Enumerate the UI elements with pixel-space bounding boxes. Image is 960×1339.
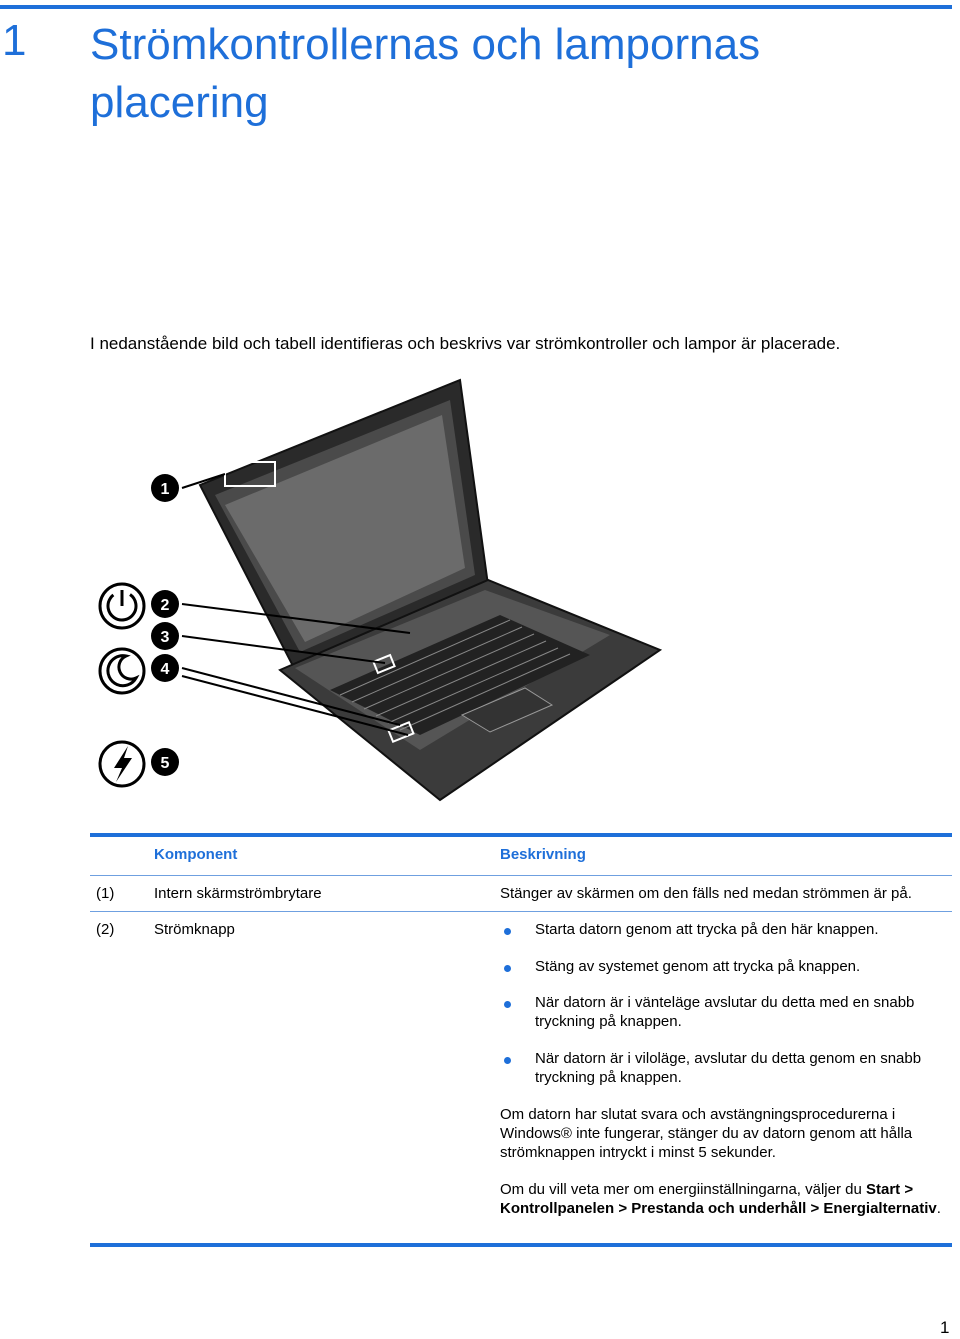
- header-description: Beskrivning: [500, 846, 586, 863]
- header-divider: [90, 875, 952, 876]
- callout-2: [151, 590, 179, 618]
- callout-5: [151, 748, 179, 776]
- row-2-paragraph-1: Om datorn har slutat svara och avstängningsprocedurerna i Windows® inte fungerar, stänger du av datorn genom att hålla strömknappen intryckt i minst 5 sekunder.: [500, 1106, 913, 1161]
- lightning-icon: [100, 742, 144, 786]
- row-2-bullet-4: När datorn är i viloläge, avslutar du detta genom en snabb tryckning på knappen.: [535, 1050, 922, 1086]
- row-2-bullet-3: När datorn är i vänteläge avslutar du detta med en snabb tryckning på knappen.: [535, 994, 915, 1030]
- svg-text:3: 3: [160, 629, 170, 646]
- row-divider: [90, 911, 952, 912]
- intro-text: I nedanstående bild och tabell identifieras och beskrivs var strömkontroller och lampor är placerade.: [90, 334, 841, 353]
- page-number: 1: [940, 1318, 950, 1337]
- callout-1: [151, 474, 179, 502]
- callout-3: [151, 622, 179, 650]
- bullet-dot: [504, 1001, 511, 1008]
- chapter-title: Strömkontrollernas och lampornas placering: [90, 20, 761, 127]
- bullet-dot: [504, 965, 511, 972]
- row-2-number: (2): [96, 921, 115, 938]
- table-bottom-rule: [90, 1243, 952, 1247]
- bullet-dot: [504, 1057, 511, 1064]
- table-top-rule: [90, 833, 952, 837]
- top-rule: [0, 5, 952, 9]
- svg-text:4: 4: [160, 661, 170, 678]
- svg-text:5: 5: [160, 755, 170, 772]
- row-2-component: Strömknapp: [154, 921, 235, 938]
- row-1-description: Stänger av skärmen om den fälls ned medan strömmen är på.: [500, 885, 912, 902]
- svg-text:1: 1: [160, 481, 170, 498]
- chapter-number: 1: [2, 16, 27, 65]
- para2-suffix: .: [936, 1200, 941, 1217]
- svg-text:2: 2: [160, 597, 170, 614]
- power-icon: [100, 584, 144, 628]
- laptop-image: [200, 380, 660, 800]
- row-2-bullet-2: Stäng av systemet genom att trycka på knappen.: [535, 958, 861, 975]
- moon-icon: [100, 649, 144, 693]
- row-2-paragraph-2: [500, 1180, 945, 1218]
- laptop-figure: [90, 370, 690, 820]
- row-1-number: (1): [96, 885, 115, 902]
- bullet-dot: [504, 928, 511, 935]
- header-component: Komponent: [154, 846, 238, 863]
- para2-path: Start > Kontrollpanelen > Prestanda och underhåll > Energialternativ: [500, 1181, 937, 1217]
- callout-4: [151, 654, 179, 682]
- row-2-bullet-1: Starta datorn genom att trycka på den här knappen.: [535, 921, 879, 938]
- row-1-component: Intern skärmströmbrytare: [154, 885, 322, 902]
- para2-prefix: Om du vill veta mer om energiinställningarna, väljer du: [500, 1181, 866, 1198]
